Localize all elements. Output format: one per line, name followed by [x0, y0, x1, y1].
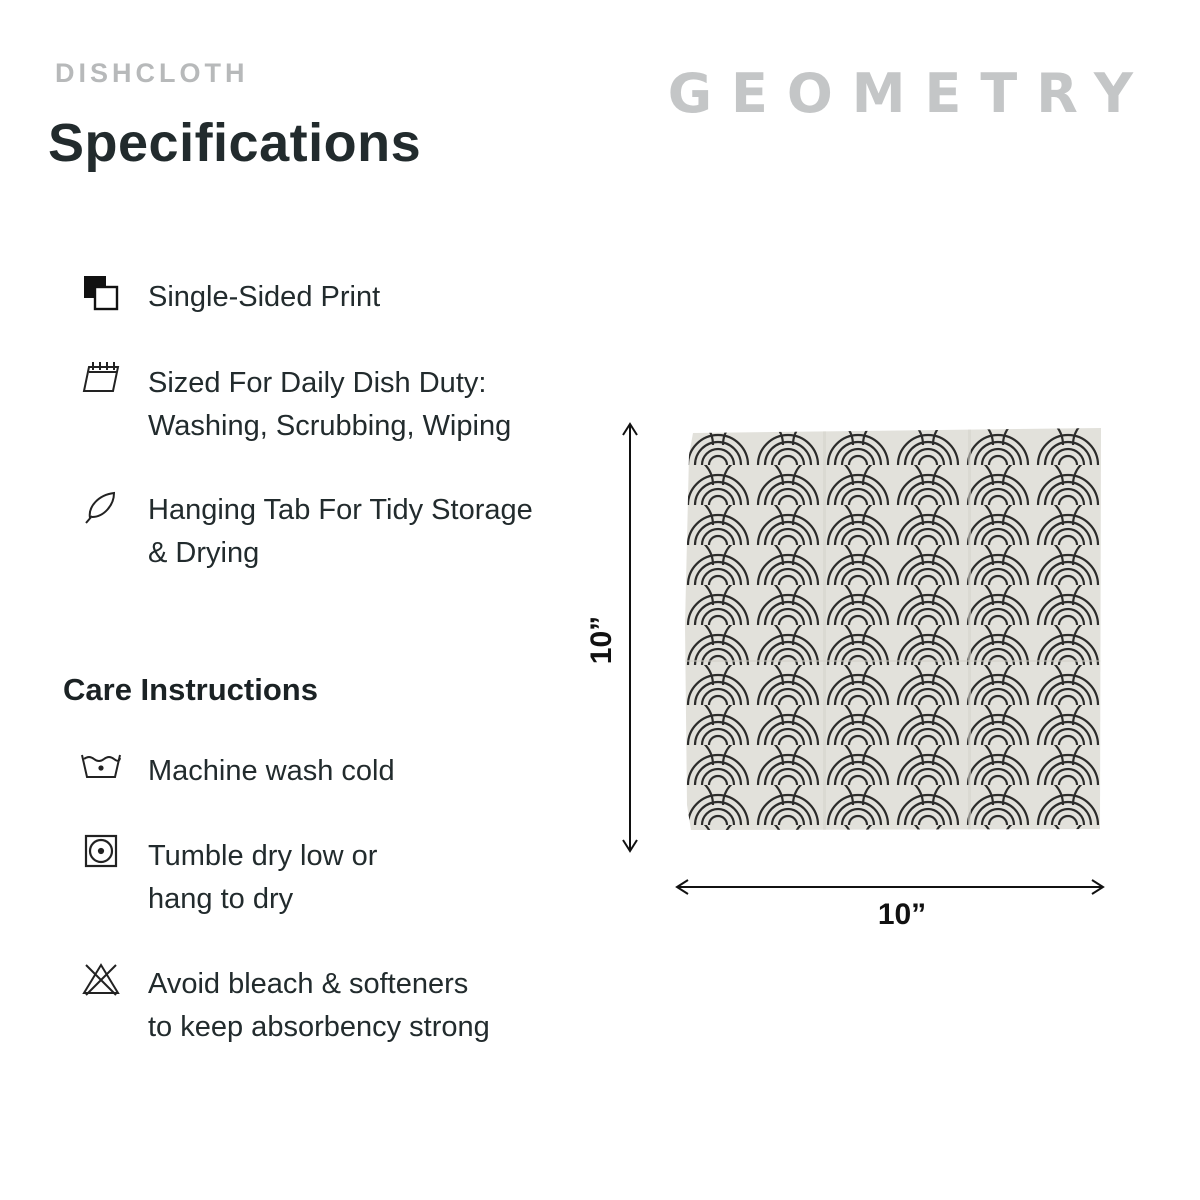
- care-line: hang to dry: [148, 883, 294, 915]
- dishcloth-image: [683, 425, 1103, 835]
- care-line: Avoid bleach & softeners: [148, 968, 469, 1000]
- page-title: Specifications: [48, 113, 422, 173]
- width-arrow: [677, 880, 1103, 894]
- care-line: to keep absorbency strong: [148, 1011, 490, 1043]
- care-line: Tumble dry low or: [148, 840, 378, 872]
- height-dimension-label: 10”: [585, 615, 618, 665]
- width-dimension-label: 10”: [877, 898, 927, 931]
- feature-line: Hanging Tab For Tidy Storage: [148, 494, 533, 526]
- eyebrow-label: DISHCLOTH: [55, 58, 249, 88]
- care-instructions-heading: Care Instructions: [63, 672, 318, 707]
- brand-logo: GEOMETRY: [667, 62, 1152, 125]
- height-arrow: [623, 424, 637, 851]
- feature-line: & Drying: [148, 537, 260, 569]
- feature-line: Sized For Daily Dish Duty:: [148, 367, 487, 399]
- care-line: Machine wash cold: [148, 755, 395, 787]
- feature-line: Washing, Scrubbing, Wiping: [148, 410, 512, 442]
- feature-line: Single-Sided Print: [148, 281, 381, 313]
